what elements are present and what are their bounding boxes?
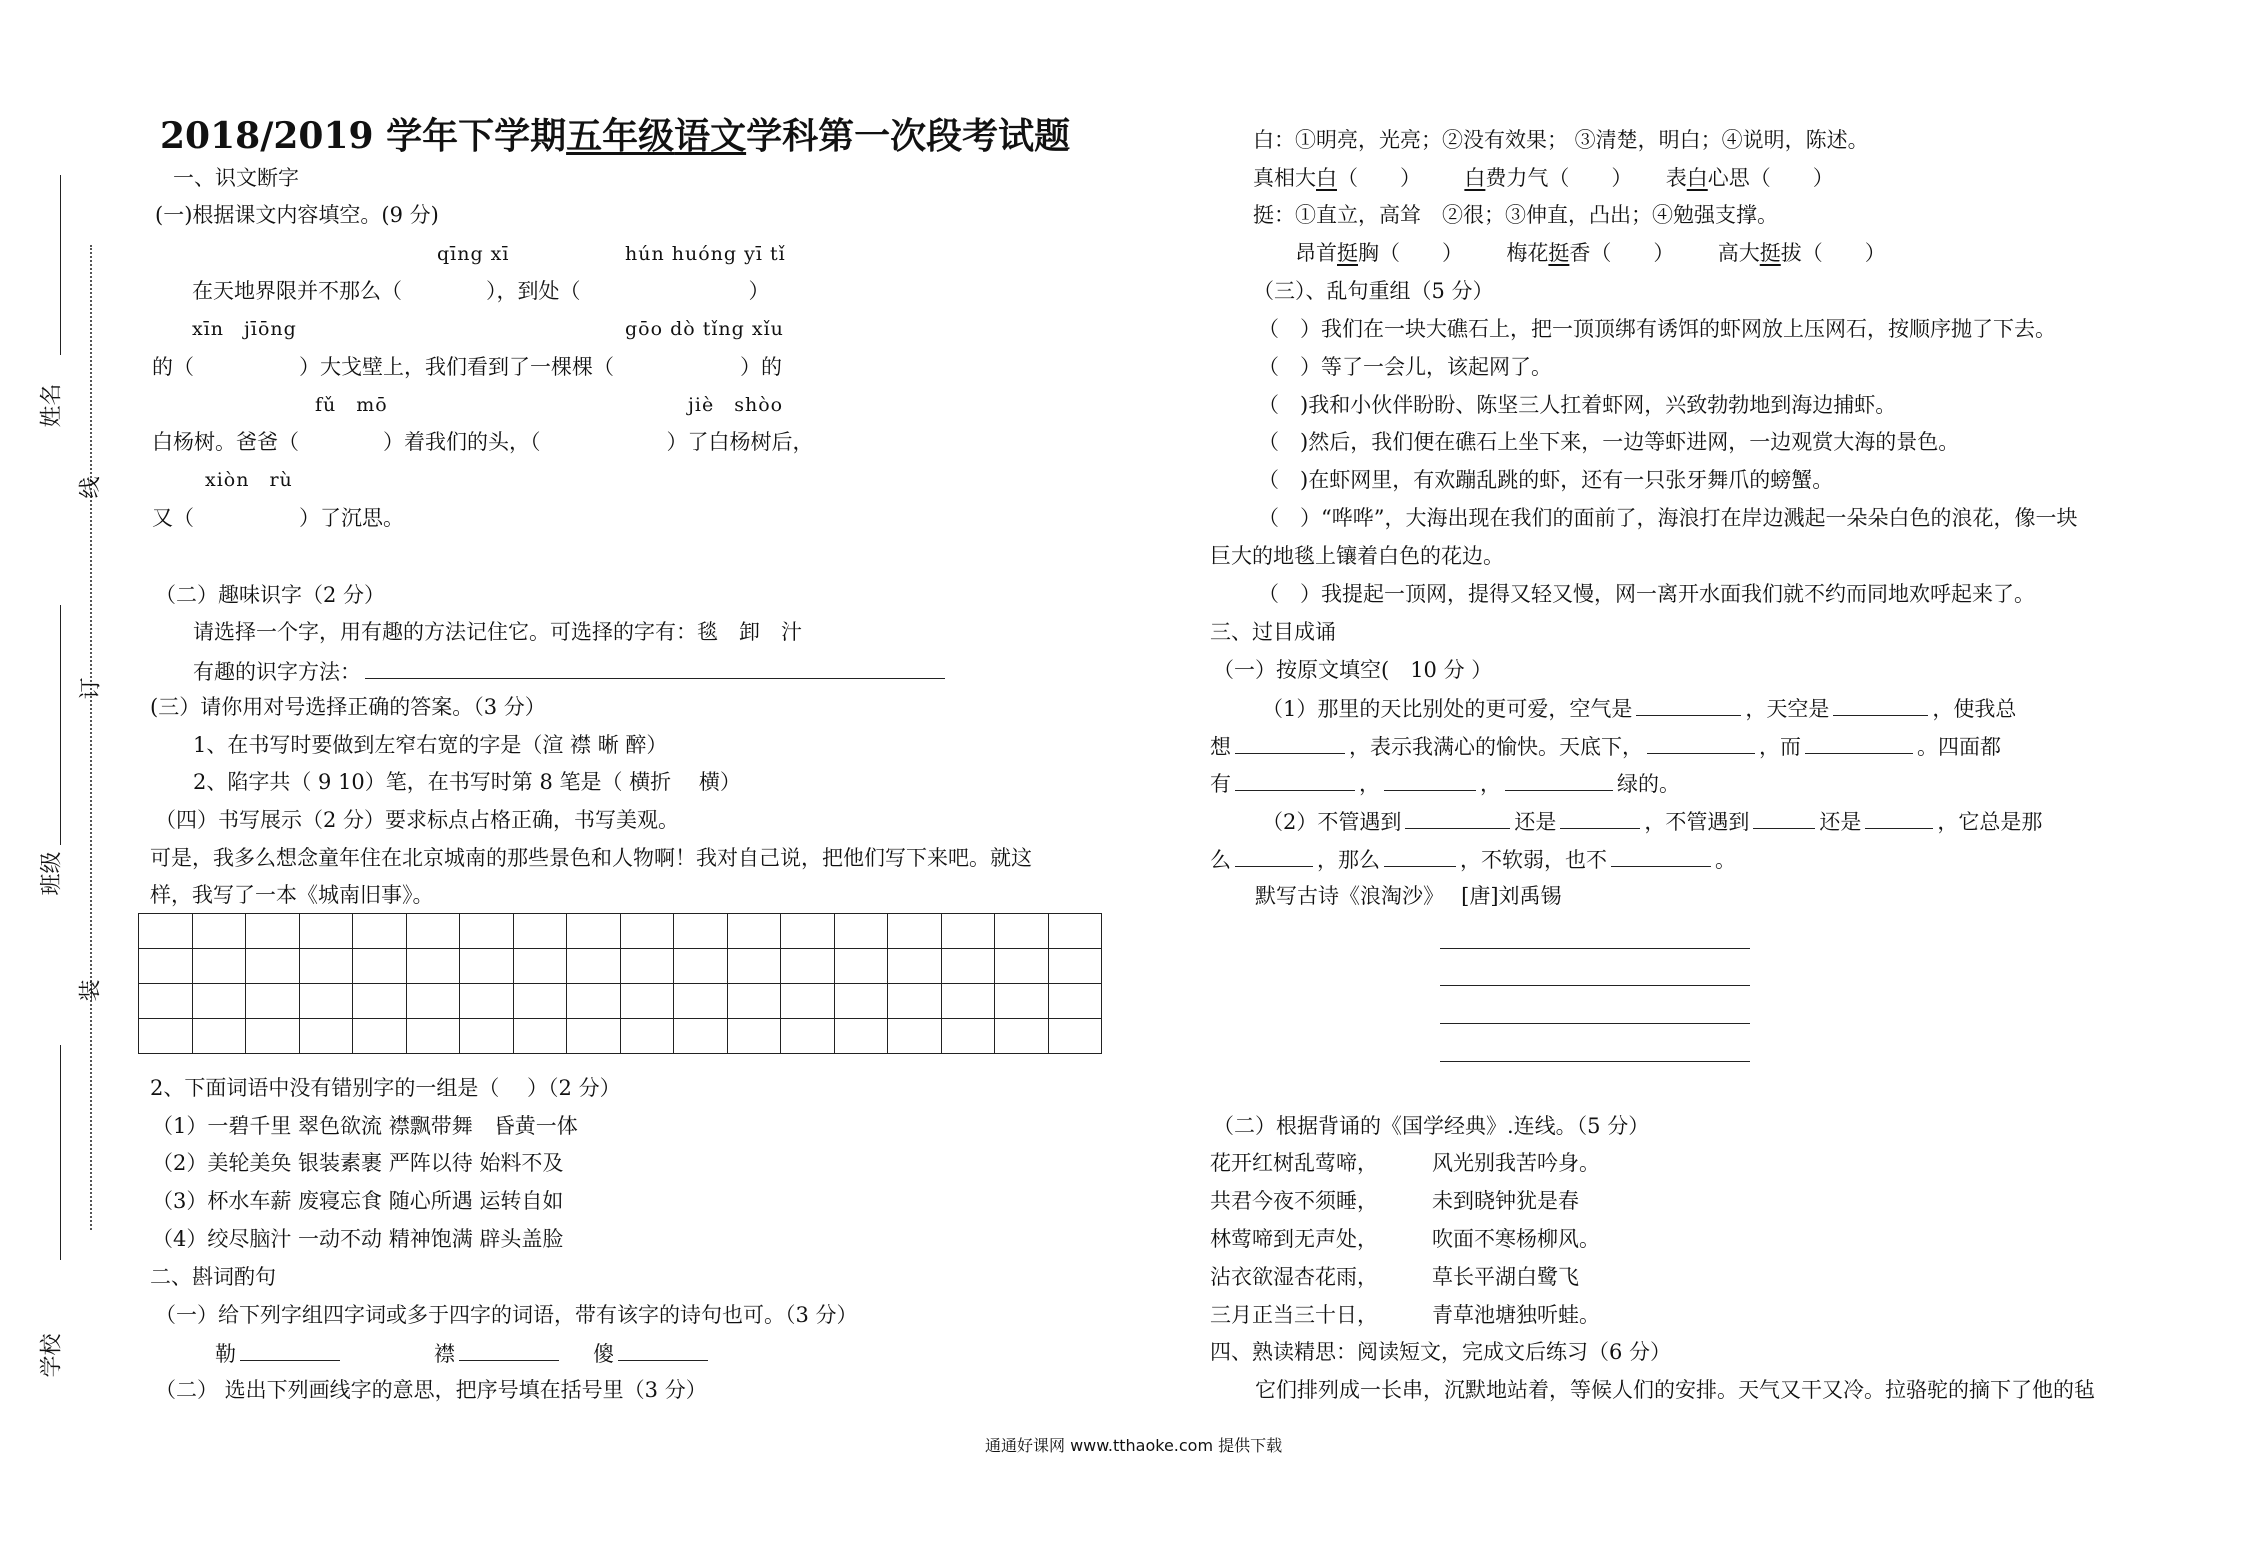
fill-line-1: 在天地界限并不那么（ ），到处（ ） (192, 279, 770, 303)
blank-meet-2[interactable] (1560, 810, 1640, 829)
match-right-1[interactable]: 风光别我苦吟身。 (1432, 1151, 1600, 1175)
section-1-3-reorder-heading: （三）、乱句重组（5 分） (1253, 279, 1494, 303)
word-le-blank[interactable] (240, 1342, 340, 1361)
method-answer-blank[interactable] (365, 660, 945, 679)
word-le: 勒 (215, 1342, 236, 1366)
fill-line-3: 白杨树。爸爸（ ）着我们的头，（ ）了白杨树后， (152, 430, 814, 454)
copy-text-line-2: 样，我写了一本《城南旧事》。 (150, 883, 434, 907)
fill-1a: （1）那里的天比别处的更可爱，空气是 (1262, 697, 1633, 721)
section-1-2-instruction: 请选择一个字，用有趣的方法记住它。可选择的字有：毯 卸 汁 (193, 620, 802, 644)
page-title (160, 115, 1071, 157)
ting-examples (1295, 243, 1886, 264)
blank-sing[interactable] (1235, 735, 1345, 754)
question-2-heading: 2、下面词语中没有错别字的一组是（ ）（2 分） (150, 1076, 621, 1100)
question-2-option-4: （4）绞尽脑汁 一动不动 精神饱满 辟头盖脸 (152, 1227, 564, 1251)
fill-4d: 还是 (1819, 810, 1862, 834)
fill-2a: 想 (1210, 735, 1231, 759)
bai-ex3-pre: 表 (1665, 166, 1687, 190)
blank-so-2[interactable] (1384, 848, 1456, 867)
match-left-5[interactable]: 三月正当三十日， (1210, 1303, 1378, 1327)
poem-dictation-heading: 默写古诗《浪淘沙》 [唐]刘禹锡 (1255, 884, 1562, 908)
pinyin-xianru: xiòn rù (205, 469, 293, 491)
section-1-4-heading: （四）书写展示（2 分）要求标点占格正确，书写美观。 (155, 808, 680, 832)
recite-fill-line-4 (1262, 810, 2042, 833)
class-label: 班级 (39, 851, 65, 896)
question-2-option-3: （3）杯水车薪 废寝忘食 随心所遇 运转自如 (152, 1189, 564, 1213)
match-left-4[interactable]: 沾衣欲湿杏花雨， (1210, 1265, 1378, 1289)
poem-line-3[interactable] (1440, 1023, 1750, 1024)
fill-4a: （2）不管遇到 (1262, 810, 1402, 834)
poem-line-4[interactable] (1440, 1061, 1750, 1062)
section-2-heading: 二、斟词酌句 (150, 1265, 276, 1289)
blank-while[interactable] (1805, 735, 1913, 754)
fill-5b: ，那么 (1317, 848, 1380, 872)
blank-air[interactable] (1636, 697, 1741, 716)
fill-2d: 。四面都 (1917, 735, 2001, 759)
fill-2b: ，表示我满心的愉快。天底下， (1349, 735, 1643, 759)
question-2-option-1: （1）一碧千里 翠色欲流 襟飘带舞 昏黄一体 (152, 1114, 578, 1138)
grid-row (139, 949, 1102, 984)
blank-not[interactable] (1611, 848, 1711, 867)
ting-ex2-post: 香（ ） (1569, 241, 1675, 265)
reading-passage-line-1: 它们排列成一长串，沉默地站着，等候人们的安排。天气又干又冷。拉骆驼的摘下了他的毡 (1255, 1378, 2095, 1402)
pinyin-fumo: fǔ mō (315, 394, 388, 416)
reorder-sentence-6b: 巨大的地毯上镶着白色的花边。 (1210, 544, 1504, 568)
title-grade: 五年级 (566, 115, 675, 157)
bai-ex2-post: 费力气（ ） (1485, 166, 1633, 190)
bai-ex1-pre: 真相大 (1253, 166, 1316, 190)
ting-ex3-post: 拔（ ） (1780, 241, 1886, 265)
copy-text-line-1: 可是，我多么想念童年住在北京城南的那些景色和人物啊！我对自己说，把他们写下来吧。就这 (150, 846, 1032, 870)
fill-5a: 么 (1210, 848, 1231, 872)
fill-5c: ，不软弱，也不 (1460, 848, 1607, 872)
pinyin-jieshao: jiè shòo (688, 394, 784, 416)
binding-mark-xian: 线 (78, 476, 104, 499)
section-1-2-heading: （二）趣味识字（2 分） (155, 583, 386, 607)
word-jin-blank[interactable] (459, 1342, 559, 1361)
bai-examples (1253, 168, 1834, 189)
match-right-2[interactable]: 未到晓钟犹是春 (1432, 1189, 1579, 1213)
grid-row (139, 914, 1102, 949)
section-3-2-heading: （二）根据背诵的《国学经典》.连线。（5 分） (1213, 1114, 1650, 1138)
fill-3c: ， (1480, 772, 1501, 796)
match-right-5[interactable]: 青草池塘独听蛙。 (1432, 1303, 1600, 1327)
name-label: 姓名 (39, 383, 65, 428)
section-2-2-heading: （二） 选出下列画线字的意思，把序号填在括号里（3 分） (155, 1378, 707, 1402)
section-2-1-words (215, 1342, 712, 1365)
bai-ex1-char: 白 (1316, 166, 1337, 190)
fill-5d: 。 (1715, 848, 1736, 872)
pinyin-gaodatingxiu: gōo dò tǐng xǐu (625, 318, 784, 340)
binding-line-mid2 (60, 1045, 61, 1260)
recite-fill-line-3 (1210, 772, 1680, 795)
poem-line-1[interactable] (1440, 948, 1750, 949)
method-label: 有趣的识字方法： (193, 660, 361, 684)
title-subject: 语文 (674, 115, 747, 157)
blank-sky[interactable] (1833, 697, 1928, 716)
fill-4e: ，它总是那 (1937, 810, 2043, 834)
binding-mark-zhuang: 装 (78, 979, 104, 1002)
reorder-sentence-7: （ ）我提起一顶网，提得又轻又慢，网一离开水面我们就不约而同地欢呼起来了。 (1258, 582, 2035, 606)
ting-ex1-char: 挺 (1337, 241, 1358, 265)
fill-4b: 还是 (1514, 810, 1557, 834)
reorder-sentence-6a: （ ）“哗哗”，大海出现在我们的面前了，海浪打在岸边溅起一朵朵白色的浪花，像一块 (1258, 506, 2078, 530)
fill-line-4: 又（ ）了沉思。 (152, 506, 404, 530)
blank-below[interactable] (1647, 735, 1755, 754)
word-sha-blank[interactable] (618, 1342, 708, 1361)
ting-ex1-post: 胸（ ） (1358, 241, 1463, 265)
reorder-sentence-4: （ )然后，我们便在礁石上坐下来，一边等虾进网，一边观赏大海的景色。 (1258, 430, 1960, 454)
bai-definitions: 白：①明亮，光亮；②没有效果； ③清楚，明白；④说明，陈述。 (1253, 128, 1869, 152)
section-1-3-heading: (三）请你用对号选择正确的答案。（3 分） (150, 695, 546, 719)
recite-fill-line-2 (1210, 735, 2001, 758)
footer-source: 通通好课网 www.tthaoke.com 提供下载 (985, 1436, 1283, 1455)
ting-definitions: 挺：①直立，高耸 ②很；③伸直，凸出；④勉强支撑。 (1253, 203, 1778, 227)
fill-2c: ，而 (1759, 735, 1801, 759)
blank-meet-3[interactable] (1753, 810, 1815, 829)
poem-line-2[interactable] (1440, 985, 1750, 986)
binding-line-mid1 (60, 605, 61, 845)
section-3-1-heading: （一）按原文填空( 10 分 ） (1213, 658, 1493, 682)
ting-ex1-pre: 昂首 (1295, 241, 1337, 265)
section-2-1-heading: （一）给下列字组四字词或多于四字的词语，带有该字的诗句也可。（3 分） (155, 1303, 858, 1327)
blank-have-2[interactable] (1384, 772, 1476, 791)
grid-row (139, 984, 1102, 1019)
blank-have-3[interactable] (1505, 772, 1613, 791)
fill-1c: ，使我总 (1932, 697, 2017, 721)
section-1-3-q1: 1、在书写时要做到左窄右宽的字是（渲 襟 晰 醉） (193, 733, 668, 757)
fill-3d: 绿的。 (1617, 772, 1680, 796)
recite-fill-line-1 (1262, 697, 2016, 720)
word-jin: 襟 (434, 1342, 455, 1366)
match-right-3[interactable]: 吹面不寒杨柳风。 (1432, 1227, 1600, 1251)
section-1-3-q2: 2、陷字共（ 9 10）笔，在书写时第 8 笔是（ 横折 横） (193, 770, 741, 794)
section-1-2-method (193, 660, 949, 683)
binding-line-top (60, 175, 61, 355)
section-1-heading: 一、识文断字 (173, 166, 299, 190)
section-1-1-heading: (一)根据课文内容填空。(9 分) (155, 203, 439, 227)
writing-grid[interactable] (138, 913, 1102, 1054)
ting-ex2-pre: 梅花 (1506, 241, 1549, 265)
recite-fill-line-5 (1210, 848, 1736, 871)
word-sha: 傻 (593, 1342, 614, 1366)
bai-ex2-char: 白 (1464, 166, 1486, 190)
blank-so-1[interactable] (1235, 848, 1313, 867)
title-pre: 2018/2019 学年下学期 (160, 115, 567, 157)
ting-ex3-char: 挺 (1759, 241, 1781, 265)
match-left-1[interactable]: 花开红树乱莺啼， (1210, 1151, 1378, 1175)
fill-3a: 有 (1210, 772, 1231, 796)
reorder-sentence-1: （ ）我们在一块大礁石上，把一顶顶绑有诱饵的虾网放上压网石，按顺序抛了下去。 (1258, 317, 2056, 341)
blank-meet-4[interactable] (1865, 810, 1933, 829)
ting-ex3-pre: 高大 (1717, 241, 1760, 265)
blank-have-1[interactable] (1235, 772, 1355, 791)
match-left-2[interactable]: 共君今夜不须睡， (1210, 1189, 1378, 1213)
ting-ex2-char: 挺 (1548, 241, 1570, 265)
pinyin-qingxi: qīng xī (437, 243, 510, 265)
grid-row (139, 1019, 1102, 1054)
reorder-sentence-5: （ )在虾网里，有欢蹦乱跳的虾，还有一只张牙舞爪的螃蟹。 (1258, 468, 1834, 492)
fill-1b: ，天空是 (1745, 697, 1830, 721)
bai-ex1-post: （ ） (1337, 166, 1421, 190)
fill-line-2: 的（ ）大戈壁上，我们看到了一棵棵（ ）的 (152, 355, 782, 379)
question-2-option-2: （2）美轮美奂 银装素裹 严阵以待 始料不及 (152, 1151, 564, 1175)
binding-dotted-line (90, 245, 92, 1230)
bai-ex3-char: 白 (1686, 166, 1708, 190)
fill-3b: ， (1359, 772, 1380, 796)
pinyin-xinjiang: xīn jīōng (192, 318, 297, 340)
section-4-heading: 四、熟读精思：阅读短文，完成文后练习（6 分） (1210, 1340, 1672, 1364)
title-post: 学科第一次段考试题 (746, 115, 1071, 157)
school-label: 学校 (39, 1333, 65, 1378)
section-3-heading: 三、过目成诵 (1210, 620, 1336, 644)
blank-meet-1[interactable] (1405, 810, 1510, 829)
bai-ex3-post: 心思（ ） (1707, 166, 1834, 190)
fill-4c: ，不管遇到 (1644, 810, 1750, 834)
pinyin-hunhuang: hún huóng yī tǐ (625, 243, 786, 265)
match-left-3[interactable]: 林莺啼到无声处， (1210, 1227, 1378, 1251)
reorder-sentence-3: （ )我和小伙伴盼盼、陈坚三人扛着虾网，兴致勃勃地到海边捕虾。 (1258, 393, 1897, 417)
reorder-sentence-2: （ ）等了一会儿，该起网了。 (1258, 355, 1552, 379)
binding-mark-ding: 订 (78, 677, 104, 700)
match-right-4[interactable]: 草长平湖白鹭飞 (1432, 1265, 1579, 1289)
